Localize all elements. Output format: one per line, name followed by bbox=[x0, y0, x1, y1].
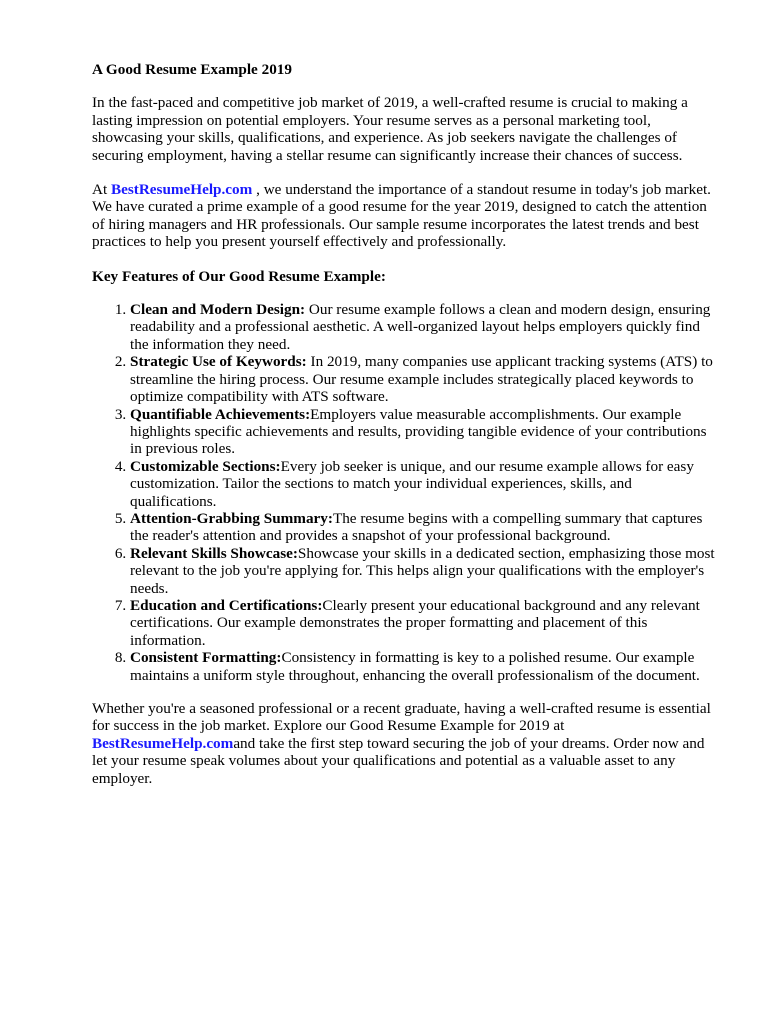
closing-text: and take the first step toward securing the job of your dreams. Order now and let your resume speak volumes about your qualifications and potential as a valuable asset to any employer. bbox=[92, 734, 705, 787]
feature-text: In 2019, many companies use applicant tracking systems (ATS) to streamline the hiring process. Our resume example includes strategically placed keywords to optimize compatibility with ATS software. bbox=[130, 353, 713, 406]
intro-paragraph: In the fast-paced and competitive job market of 2019, a well-crafted resume is crucial to making a lasting impression on potential employers. Your resume serves as a personal marketing tool, showcasing your skills, qualifications, and experience. As job seekers navigate the challenges of securing employment, having a stellar resume can significantly increase their chances of success. bbox=[92, 94, 688, 164]
list-item bbox=[130, 353, 722, 405]
features-heading: Key Features of Our Good Resume Example: bbox=[92, 267, 386, 285]
list-item bbox=[130, 649, 722, 684]
feature-title: Clean and Modern Design: bbox=[130, 301, 306, 319]
list-item bbox=[130, 406, 722, 458]
feature-text: The resume begins with a compelling summary that captures the reader's attention and provides a snapshot of your professional background. bbox=[130, 509, 703, 545]
bestresumehelp-link-closing[interactable]: BestResumeHelp.com bbox=[92, 734, 234, 752]
feature-title: Consistent Formatting: bbox=[130, 649, 282, 667]
document-page bbox=[92, 61, 722, 804]
feature-text: Every job seeker is unique, and our resume example allows for easy customization. Tailor the sections to match your individual experiences, skills, and qualifications. bbox=[130, 457, 694, 510]
feature-text: Showcase your skills in a dedicated section, emphasizing those most relevant to the job you're applying for. This helps align your qualifications with the employer's needs. bbox=[130, 544, 715, 597]
feature-text: Clearly present your educational background and any relevant certifications. Our example demonstrates the proper formatting and placement of this information. bbox=[130, 596, 700, 649]
feature-title: Strategic Use of Keywords: bbox=[130, 353, 307, 371]
feature-title: Relevant Skills Showcase: bbox=[130, 544, 298, 562]
features-list bbox=[92, 301, 722, 684]
about-prefix: At bbox=[92, 181, 111, 199]
page-title: A Good Resume Example 2019 bbox=[92, 61, 292, 78]
bestresumehelp-link[interactable]: BestResumeHelp.com bbox=[110, 181, 253, 199]
closing-prefix: Whether you're a seasoned professional or a recent graduate, having a well-crafted resume is essential for success in the job market. Explore our Good Resume Example for 2019 at bbox=[92, 700, 711, 735]
feature-title: Quantifiable Achievements: bbox=[130, 405, 311, 423]
feature-text: Employers value measurable accomplishments. Our example highlights specific achievements and results, providing tangible evidence of your contributions in previous roles. bbox=[130, 405, 707, 458]
list-item bbox=[130, 458, 722, 510]
list-item bbox=[130, 597, 722, 649]
list-item bbox=[130, 301, 722, 353]
about-text: , we understand the importance of a standout resume in today's job market. We have curated a prime example of a good resume for the year 2019, designed to catch the attention of hiring managers and HR professionals. Our sample resume incorporates the latest trends and best practices to help you present yourself effectively and professionally. bbox=[92, 181, 711, 251]
list-item bbox=[130, 510, 722, 545]
feature-text: Consistency in formatting is key to a polished resume. Our example maintains a uniform style throughout, enhancing the overall professionalism of the document. bbox=[130, 649, 700, 684]
feature-text: Our resume example follows a clean and modern design, ensuring readability and a professional aesthetic. A well-organized layout helps employers quickly find the information they need. bbox=[130, 301, 711, 353]
feature-title: Education and Certifications: bbox=[130, 596, 323, 614]
feature-title: Attention-Grabbing Summary: bbox=[130, 509, 333, 527]
list-item bbox=[130, 545, 722, 597]
about-paragraph bbox=[92, 181, 722, 251]
closing-paragraph bbox=[92, 700, 722, 787]
feature-title: Customizable Sections: bbox=[130, 457, 281, 475]
